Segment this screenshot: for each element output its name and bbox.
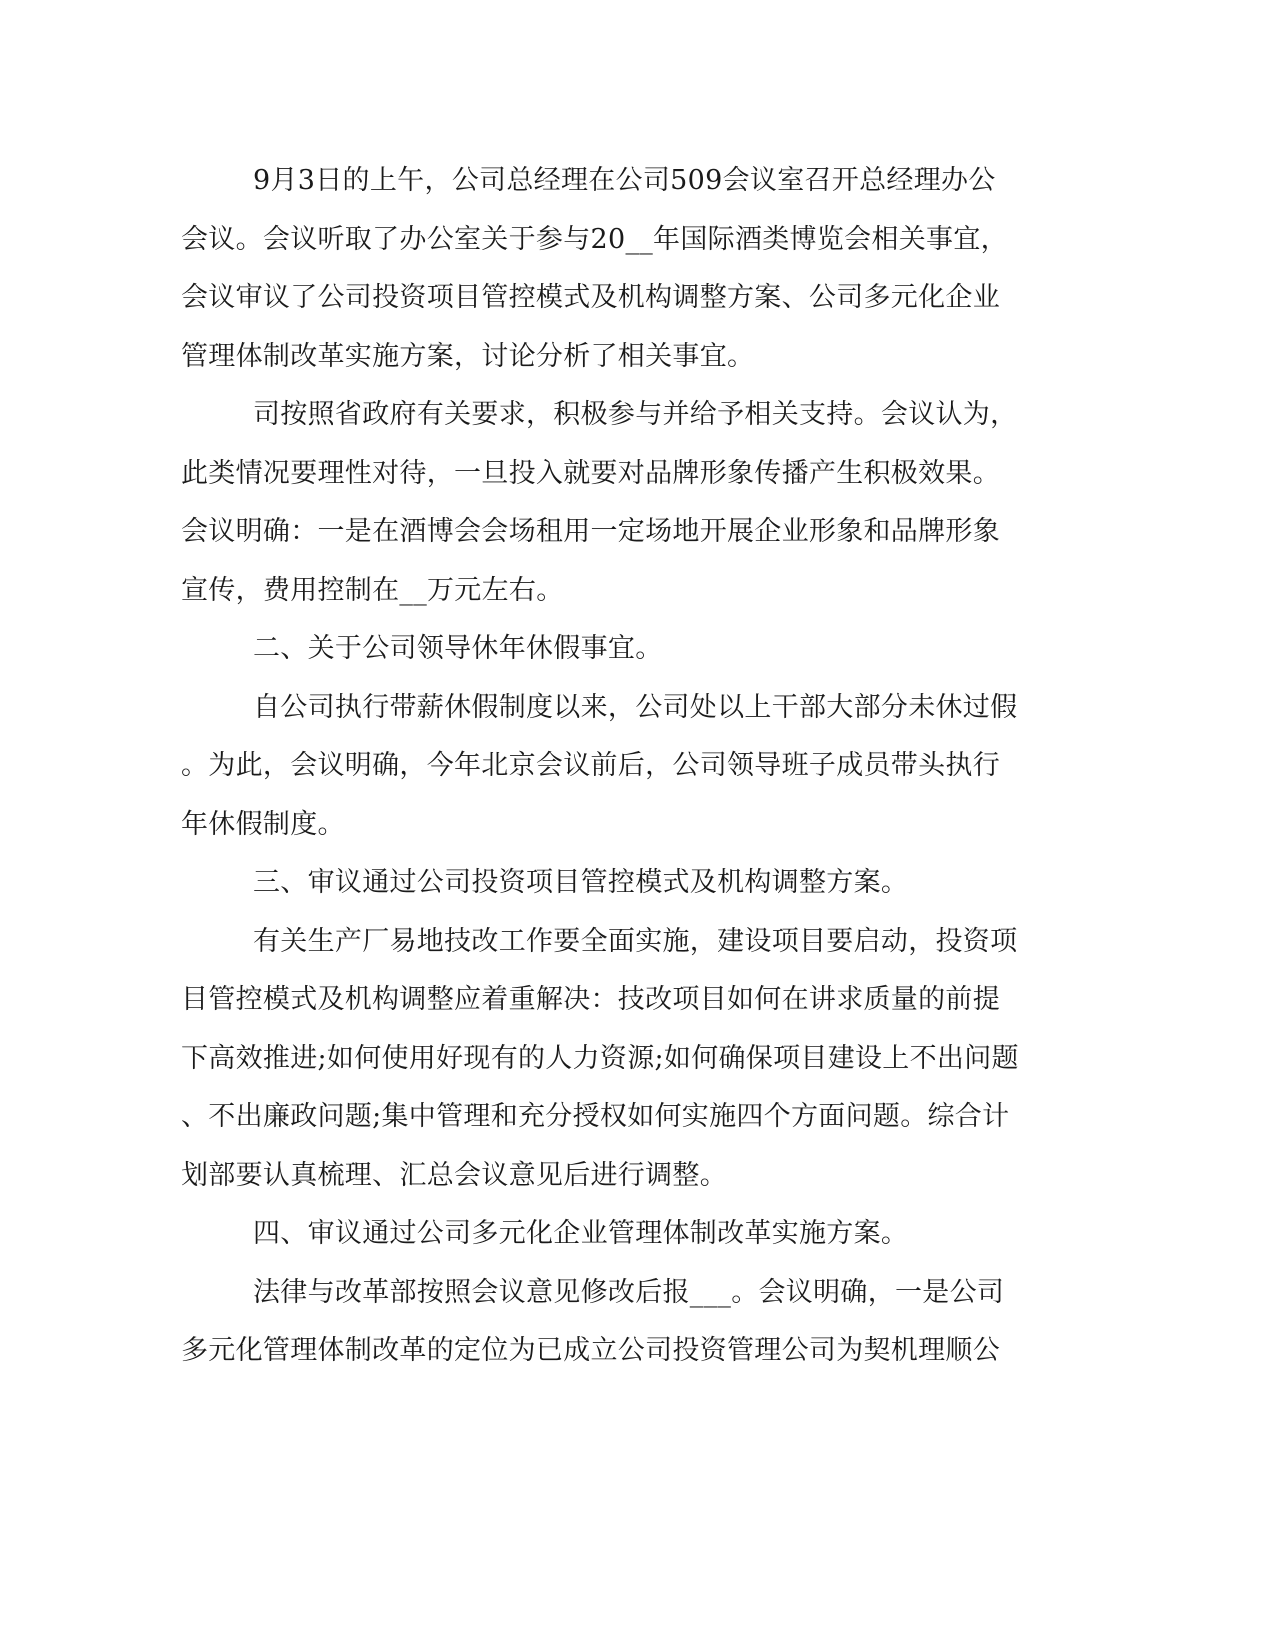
text-line-5: 司按照省政府有关要求，积极参与并给予相关支持。会议认为， (253, 399, 1018, 430)
text-line-8: 宣传，费用控制在__万元左右。 (181, 574, 564, 606)
text-line-18: 划部要认真梳理、汇总会议意见后进行调整。 (181, 1159, 727, 1191)
text-line-17: 、不出廉政问题;集中管理和充分授权如何实施四个方面问题。综合计 (181, 1101, 1010, 1132)
text-line-16: 下高效推进;如何使用好现有的人力资源;如何确保项目建设上不出问题 (181, 1042, 1019, 1074)
text-line-2: 会议。会议听取了办公室关于参与20__年国际酒类博览会相关事宜， (181, 223, 1008, 255)
document-body (181, 152, 1031, 1381)
text-line-12: 年休假制度。 (181, 808, 345, 840)
section-heading-4: 四、审议通过公司多元化企业管理体制改革实施方案。 (253, 1218, 909, 1249)
text-line-7: 会议明确：一是在酒博会会场租用一定场地开展企业形象和品牌形象 (181, 516, 1000, 547)
section-heading-3: 三、审议通过公司投资项目管控模式及机构调整方案。 (253, 867, 909, 898)
text-line-11: 。为此，会议明确，今年北京会议前后，公司领导班子成员带头执行 (181, 750, 1000, 781)
text-line-6: 此类情况要理性对待，一旦投入就要对品牌形象传播产生积极效果。 (181, 457, 1000, 489)
text-line-10: 自公司执行带薪休假制度以来，公司处以上干部大部分未休过假 (253, 691, 1018, 723)
text-line-4: 管理体制改革实施方案，讨论分析了相关事宜。 (181, 340, 755, 372)
text-line-1: 9月3日的上午，公司总经理在公司509会议室召开总经理办公 (253, 165, 996, 196)
text-line-21: 多元化管理体制改革的定位为已成立公司投资管理公司为契机理顺公 (181, 1335, 1000, 1366)
section-heading-2: 二、关于公司领导休年休假事宜。 (253, 633, 663, 664)
text-line-15: 目管控模式及机构调整应着重解决：技改项目如何在讲求质量的前提 (181, 984, 1000, 1015)
text-line-14: 有关生产厂易地技改工作要全面实施，建设项目要启动，投资项 (253, 925, 1018, 957)
text-line-3: 会议审议了公司投资项目管控模式及机构调整方案、公司多元化企业 (181, 282, 1000, 313)
text-line-20: 法律与改革部按照会议意见修改后报___。会议明确，一是公司 (253, 1276, 1005, 1308)
